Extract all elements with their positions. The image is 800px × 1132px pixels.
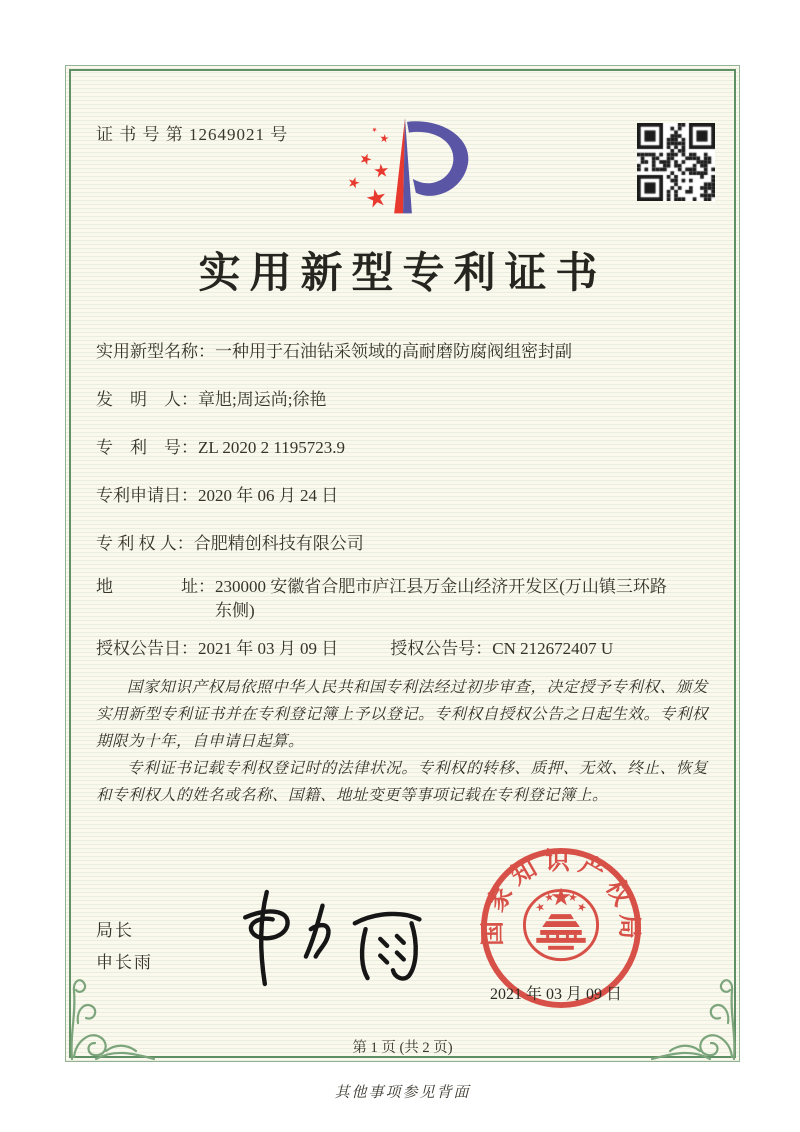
field-row-grant [96, 637, 708, 661]
commissioner-signature [212, 880, 437, 992]
certificate-number: 证 书 号 第 12649021 号 [96, 125, 289, 144]
field-label: 发 明 人： [96, 390, 198, 409]
field-label: 专 利 权 人： [96, 534, 194, 553]
field-label: 实用新型名称： [96, 342, 215, 361]
field-row-patent-no [96, 436, 708, 460]
certificate-body [96, 340, 708, 809]
field-value: 合肥精创科技有限公司 [193, 534, 364, 553]
field-label: 地 址： [96, 577, 215, 596]
cnipa-logo-icon [330, 110, 480, 238]
page-number: 第 1 页 (共 2 页) [352, 1040, 453, 1056]
legal-text [96, 674, 708, 809]
seal-ring-text: 国家知识产权局 [479, 848, 643, 946]
legal-paragraph-2: 专利证书记载专利权登记时的法律状况。专利权的转移、质押、无效、终止、恢复和专利权人的姓名或名称、国籍、地址变更等事项记载在专利登记簿上。 [96, 760, 708, 804]
legal-paragraph-1: 国家知识产权局依照中华人民共和国专利法经过初步审查，决定授予专利权、颁发实用新型专利证书并在专利登记簿上予以登记。专利权自授权公告之日起生效。专利权期限为十年，自申请日起算。 [96, 679, 708, 750]
field-label: 专 利 号： [96, 438, 198, 457]
back-side-note: 其他事项参见背面 [334, 1085, 471, 1101]
field-value: 230000 安徽省合肥市庐江县万金山经济开发区(万山镇三环路东侧) [215, 577, 667, 620]
field-row-inventors [96, 388, 708, 412]
field-row-filing-date [96, 484, 708, 508]
national-emblem-icon [524, 887, 597, 959]
commissioner-name: 申长雨 [96, 953, 153, 972]
field-value: 2020 年 06 月 24 日 [198, 486, 339, 505]
field-label: 授权公告日： [96, 639, 198, 658]
field-label: 专利申请日： [96, 486, 198, 505]
field-row-name [96, 340, 708, 364]
field-value: ZL 2020 2 1195723.9 [198, 438, 346, 457]
field-value: 一种用于石油钻采领域的高耐磨防腐阀组密封副 [215, 342, 572, 361]
field-value: 章旭;周运尚;徐艳 [198, 390, 327, 409]
commissioner-title: 局长 [96, 921, 134, 940]
field-row-patentee [96, 532, 708, 556]
seal-date: 2021 年 03 月 09 日 [490, 986, 623, 1003]
qr-code [637, 123, 715, 201]
certificate-title: 实用新型专利证书 [198, 251, 607, 297]
field-value: 2021 年 03 月 09 日 [198, 639, 339, 658]
field-pair-grant-no [390, 637, 613, 661]
field-row-address [96, 575, 708, 623]
field-value: CN 212672407 U [492, 639, 614, 658]
field-label: 授权公告号： [390, 639, 493, 658]
